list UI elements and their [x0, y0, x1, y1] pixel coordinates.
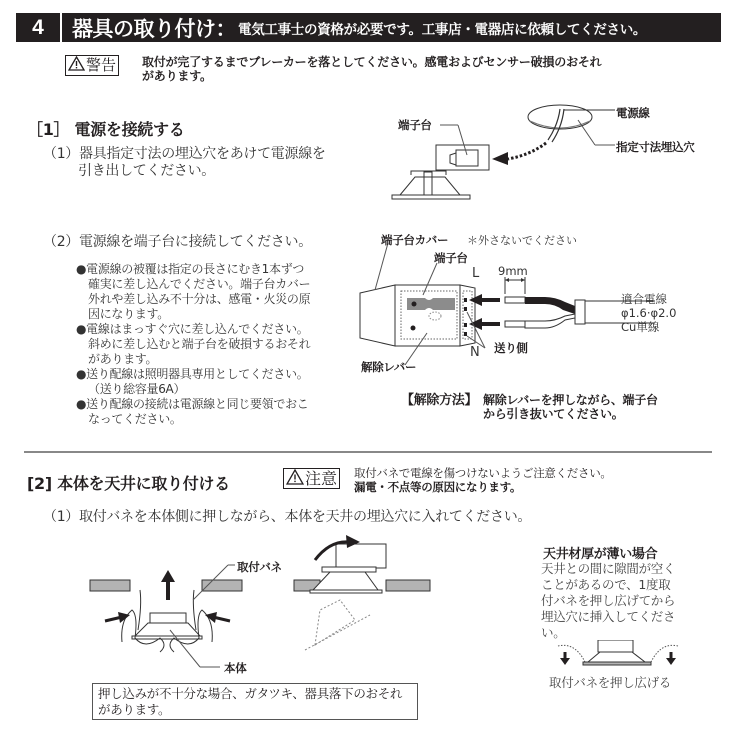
- step1-line2: 引き出してください。: [78, 163, 215, 179]
- section1-step1: [43, 146, 326, 180]
- thin-ceiling-text: [541, 561, 675, 641]
- label-release-lever: 解除レバー: [361, 360, 417, 374]
- ceiling-hole-diagram: [370, 95, 737, 225]
- wire-line2: φ1.6·φ2.0: [621, 306, 677, 320]
- section2-step1: （1）取付バネを本体側に押しながら、本体を天井の埋込穴に入れてください。: [43, 509, 532, 525]
- warning-text-line2: があります。: [142, 68, 212, 83]
- spring-spread-caption: 取付バネを押し広げる: [549, 675, 672, 690]
- thin-line: 付バネを押し広げてから: [541, 593, 676, 608]
- bullet-line: ●電源線の被覆は指定の長さにむき1本ずつ: [76, 262, 305, 276]
- bullet-1: [76, 262, 361, 322]
- section-subtitle: 電気工事士の資格が必要です。工事店・電器店に依頼してください。: [238, 21, 647, 38]
- section1-step2-title: （2）電源線を端子台に接続してください。: [43, 234, 312, 250]
- warning-text-line1: 取付が完了するまでブレーカーを落としてください。感電およびセンサー破損のおそれ: [142, 55, 602, 69]
- caution-text: [354, 466, 612, 494]
- release-label: 【解除方法】: [401, 393, 478, 408]
- wire-line3: Cu単線: [621, 320, 660, 334]
- bullet-line: 確実に差し込んでください。端子台カバー: [88, 277, 311, 291]
- bullet-line: ●送り配線の接続は電源線と同じ要領でおこ: [76, 397, 309, 411]
- thin-line: 天井との間に隙間が空く: [541, 561, 676, 576]
- caution-line2: 漏電・不点等の原因になります。: [354, 480, 522, 494]
- release-text: [483, 393, 658, 421]
- section-number: 4: [16, 13, 62, 42]
- insertion-warning-box: [92, 683, 418, 720]
- bullet-2: [76, 322, 361, 367]
- label-mounting-spring: 取付バネ: [237, 560, 282, 574]
- release-method: [401, 393, 477, 408]
- label-compatible-wire: [621, 292, 676, 334]
- label-L: L: [472, 266, 480, 281]
- label-power-wire: 電源線: [616, 106, 650, 120]
- bullet-4: [76, 397, 361, 427]
- bullet-line: ●電線はまっすぐ穴に差し込んでください。: [76, 322, 309, 336]
- section-divider: [24, 451, 712, 453]
- spring-spread-diagram: [550, 640, 690, 675]
- caution-triangle-icon: [286, 469, 304, 489]
- step1-line1: （1）器具指定寸法の埋込穴をあけて電源線を: [43, 146, 326, 162]
- step2-bullets: [76, 262, 361, 427]
- bullet-line: ●送り配線は照明器具専用としてください。: [76, 367, 309, 381]
- warning-text: [142, 56, 601, 83]
- bullet-3: [76, 367, 361, 397]
- label-cover-note: ＊外さないでください: [467, 234, 577, 247]
- label-body: 本体: [224, 661, 247, 675]
- release-line2: から引き抜いてください。: [483, 407, 624, 421]
- caution-label: 注意: [305, 469, 338, 488]
- warning-badge: [65, 55, 119, 76]
- bullet-line: 因になります。: [88, 307, 169, 321]
- label-hole: 指定寸法埋込穴: [616, 140, 695, 154]
- section-header-bar: [16, 13, 721, 42]
- label-strip-length: 9mm: [498, 264, 528, 278]
- section2-title: [2] 本体を天井に取り付ける: [27, 474, 230, 493]
- release-line1: 解除レバーを押しながら、端子台: [483, 393, 658, 407]
- bullet-line: 外れや差し込み不十分は、感電・火災の原: [88, 292, 311, 306]
- note-line2: があります。: [98, 701, 171, 717]
- thin-line: い。: [541, 625, 566, 640]
- terminal-block-diagram: [355, 228, 737, 378]
- section1-title: ［1］ 電源を接続する: [27, 120, 185, 139]
- bullet-line: （送り総容量6A）: [88, 382, 186, 396]
- note-line1: 押し込みが不十分な場合、ガタツキ、器具落下のおそれ: [98, 686, 403, 701]
- caution-badge: [283, 468, 340, 489]
- label-N: N: [470, 345, 480, 360]
- caution-line1: 取付バネで電線を傷つけないようご注意ください。: [354, 466, 612, 480]
- installation-diagram: [60, 530, 540, 680]
- thin-line: 埋込穴に挿入してくださ: [541, 609, 676, 624]
- section-title: 器具の取り付け：: [72, 16, 236, 41]
- wire-line1: 適合電線: [621, 292, 667, 306]
- warning-triangle-icon: [68, 56, 85, 76]
- thin-ceiling-title: 天井材厚が薄い場合: [543, 547, 658, 562]
- bullet-line: なってください。: [88, 412, 182, 426]
- warning-label: 警告: [86, 56, 117, 74]
- label-terminal: 端子台: [398, 118, 432, 132]
- label-feed-side: 送り側: [494, 341, 528, 355]
- label-terminal-block: 端子台: [434, 251, 468, 265]
- bullet-line: 斜めに差し込むと端子台を破損するおそれ: [88, 337, 311, 351]
- label-terminal-cover: 端子台カバー: [381, 233, 449, 247]
- thin-line: ことがあるので、1度取: [541, 577, 671, 592]
- bullet-line: があります。: [88, 352, 158, 366]
